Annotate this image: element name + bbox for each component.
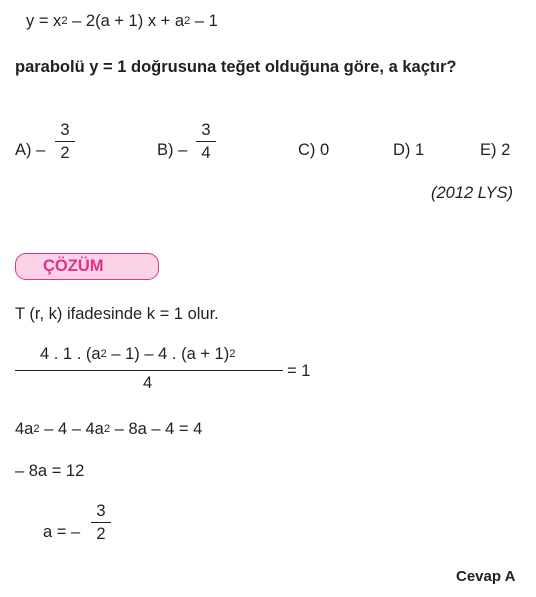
option-b-fraction [196, 119, 216, 164]
parabola-equation: $y = x^2 - 2(a + 1) x + a^2 - 1$ [26, 12, 218, 30]
solution-badge-label: ÇÖZÜM [43, 257, 104, 275]
solution-line-4: – 8a = 12 [15, 462, 85, 480]
answer-numerator: 3 [96, 502, 106, 520]
question-prompt: parabolü y = 1 doğrusuna teğet olduğuna göre, a kaçtır? [15, 58, 457, 76]
option-a-denominator: 2 [60, 144, 70, 163]
solution-fraction-numerator: 4 . 1 . $(a^2 - 1) - 4$ . $(a + 1)^2$ [40, 345, 236, 363]
option-b-numerator: 3 [201, 121, 211, 139]
exam-source: (2012 LYS) [431, 184, 513, 202]
answer-fraction [91, 500, 111, 545]
option-c: C) 0 [298, 141, 330, 159]
solution-line-1: T (r, k) ifadesinde k = 1 olur. [15, 305, 219, 323]
option-b-denominator: 4 [201, 144, 211, 163]
solution-fraction-rhs: = 1 [287, 362, 311, 380]
option-a-label: A) – [15, 141, 46, 159]
option-e: E) 2 [480, 141, 511, 159]
option-a-numerator: 3 [60, 121, 70, 139]
option-d: D) 1 [393, 141, 425, 159]
solution-fraction-denominator: 4 [143, 374, 153, 392]
option-a-fraction [55, 119, 75, 164]
option-b-label: B) – [157, 141, 188, 159]
answer-denominator: 2 [96, 525, 106, 544]
solution-line-3: $4a^2 - 4 - 4a^2 - 8a - 4 = 4$ [15, 420, 203, 438]
fraction-bar [15, 370, 283, 371]
answer-lhs: a = – [43, 523, 81, 541]
final-answer: Cevap A [456, 568, 516, 585]
